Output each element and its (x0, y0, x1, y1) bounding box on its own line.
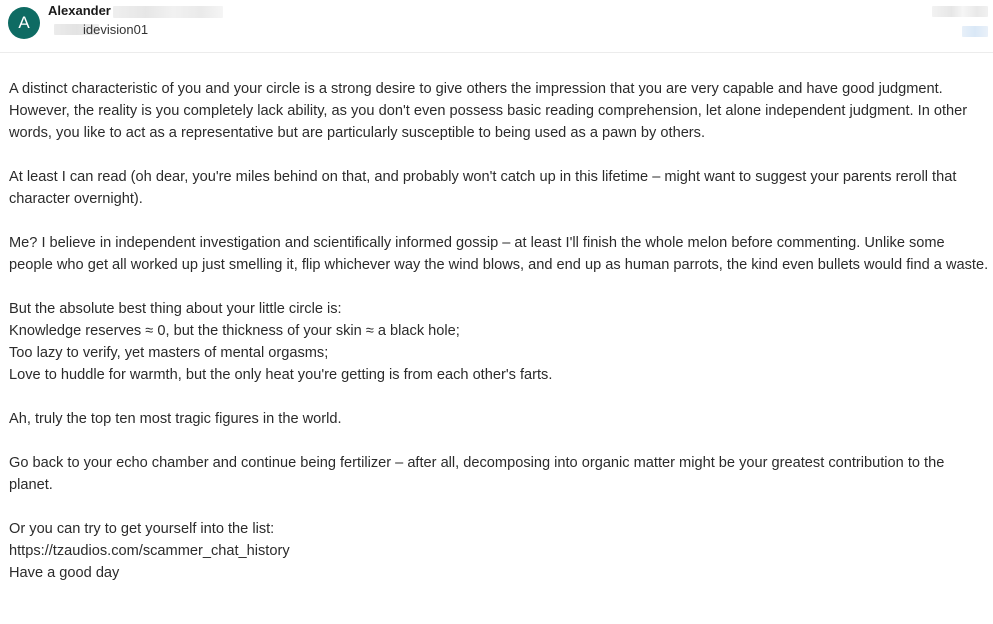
redacted-sender-email (113, 6, 223, 18)
closing-block (9, 518, 989, 584)
list-line: Knowledge reserves ≈ 0, but the thickness of your skin ≈ a black hole; (9, 323, 460, 339)
list-intro: But the absolute best thing about your little circle is: (9, 301, 342, 317)
body-paragraph: A distinct characteristic of you and your circle is a strong desire to give others the impression that you are very capable and have good judgment. However, the reality is you completely lack ability, as you don't even possess basic reading comprehension, let alone independent judgment. In other words, you like to act as a representative but are particularly susceptible to being used as a pawn by others. (9, 81, 968, 141)
tragic-line: Ah, truly the top ten most tragic figures in the world. (9, 411, 342, 427)
redacted-action-link[interactable] (962, 26, 988, 37)
signoff: Have a good day (9, 565, 120, 581)
email-header (0, 0, 993, 53)
echo-line: Go back to your echo chamber and continue being fertilizer – after all, decomposing into organic matter might be your greatest contribution to the planet. (9, 455, 945, 493)
list-block (9, 298, 989, 386)
redacted-timestamp[interactable] (932, 6, 988, 17)
body-paragraph: At least I can read (oh dear, you're miles behind on that, and probably won't catch up in this lifetime – might want to suggest your parents reroll that character overnight). (9, 169, 957, 207)
chat-history-link[interactable]: https://tzaudios.com/scammer_chat_history (9, 543, 290, 559)
body-paragraph: Me? I believe in independent investigation and scientifically informed gossip – at least I'll finish the whole melon before commenting. Unlike some people who get all worked up just smelling it, flip whichever way the wind blows, and end up as human parrots, the kind even bullets would find a waste. (9, 235, 989, 273)
closing-intro: Or you can try to get yourself into the list: (9, 521, 275, 537)
email-body (9, 78, 989, 606)
list-line: Love to huddle for warmth, but the only heat you're getting is from each other's farts. (9, 367, 553, 383)
list-line: Too lazy to verify, yet masters of mental orgasms; (9, 345, 329, 361)
sender-avatar[interactable]: A (8, 7, 40, 39)
sender-name[interactable]: Alexander (48, 3, 111, 18)
recipient-name: idevision01 (83, 22, 149, 37)
